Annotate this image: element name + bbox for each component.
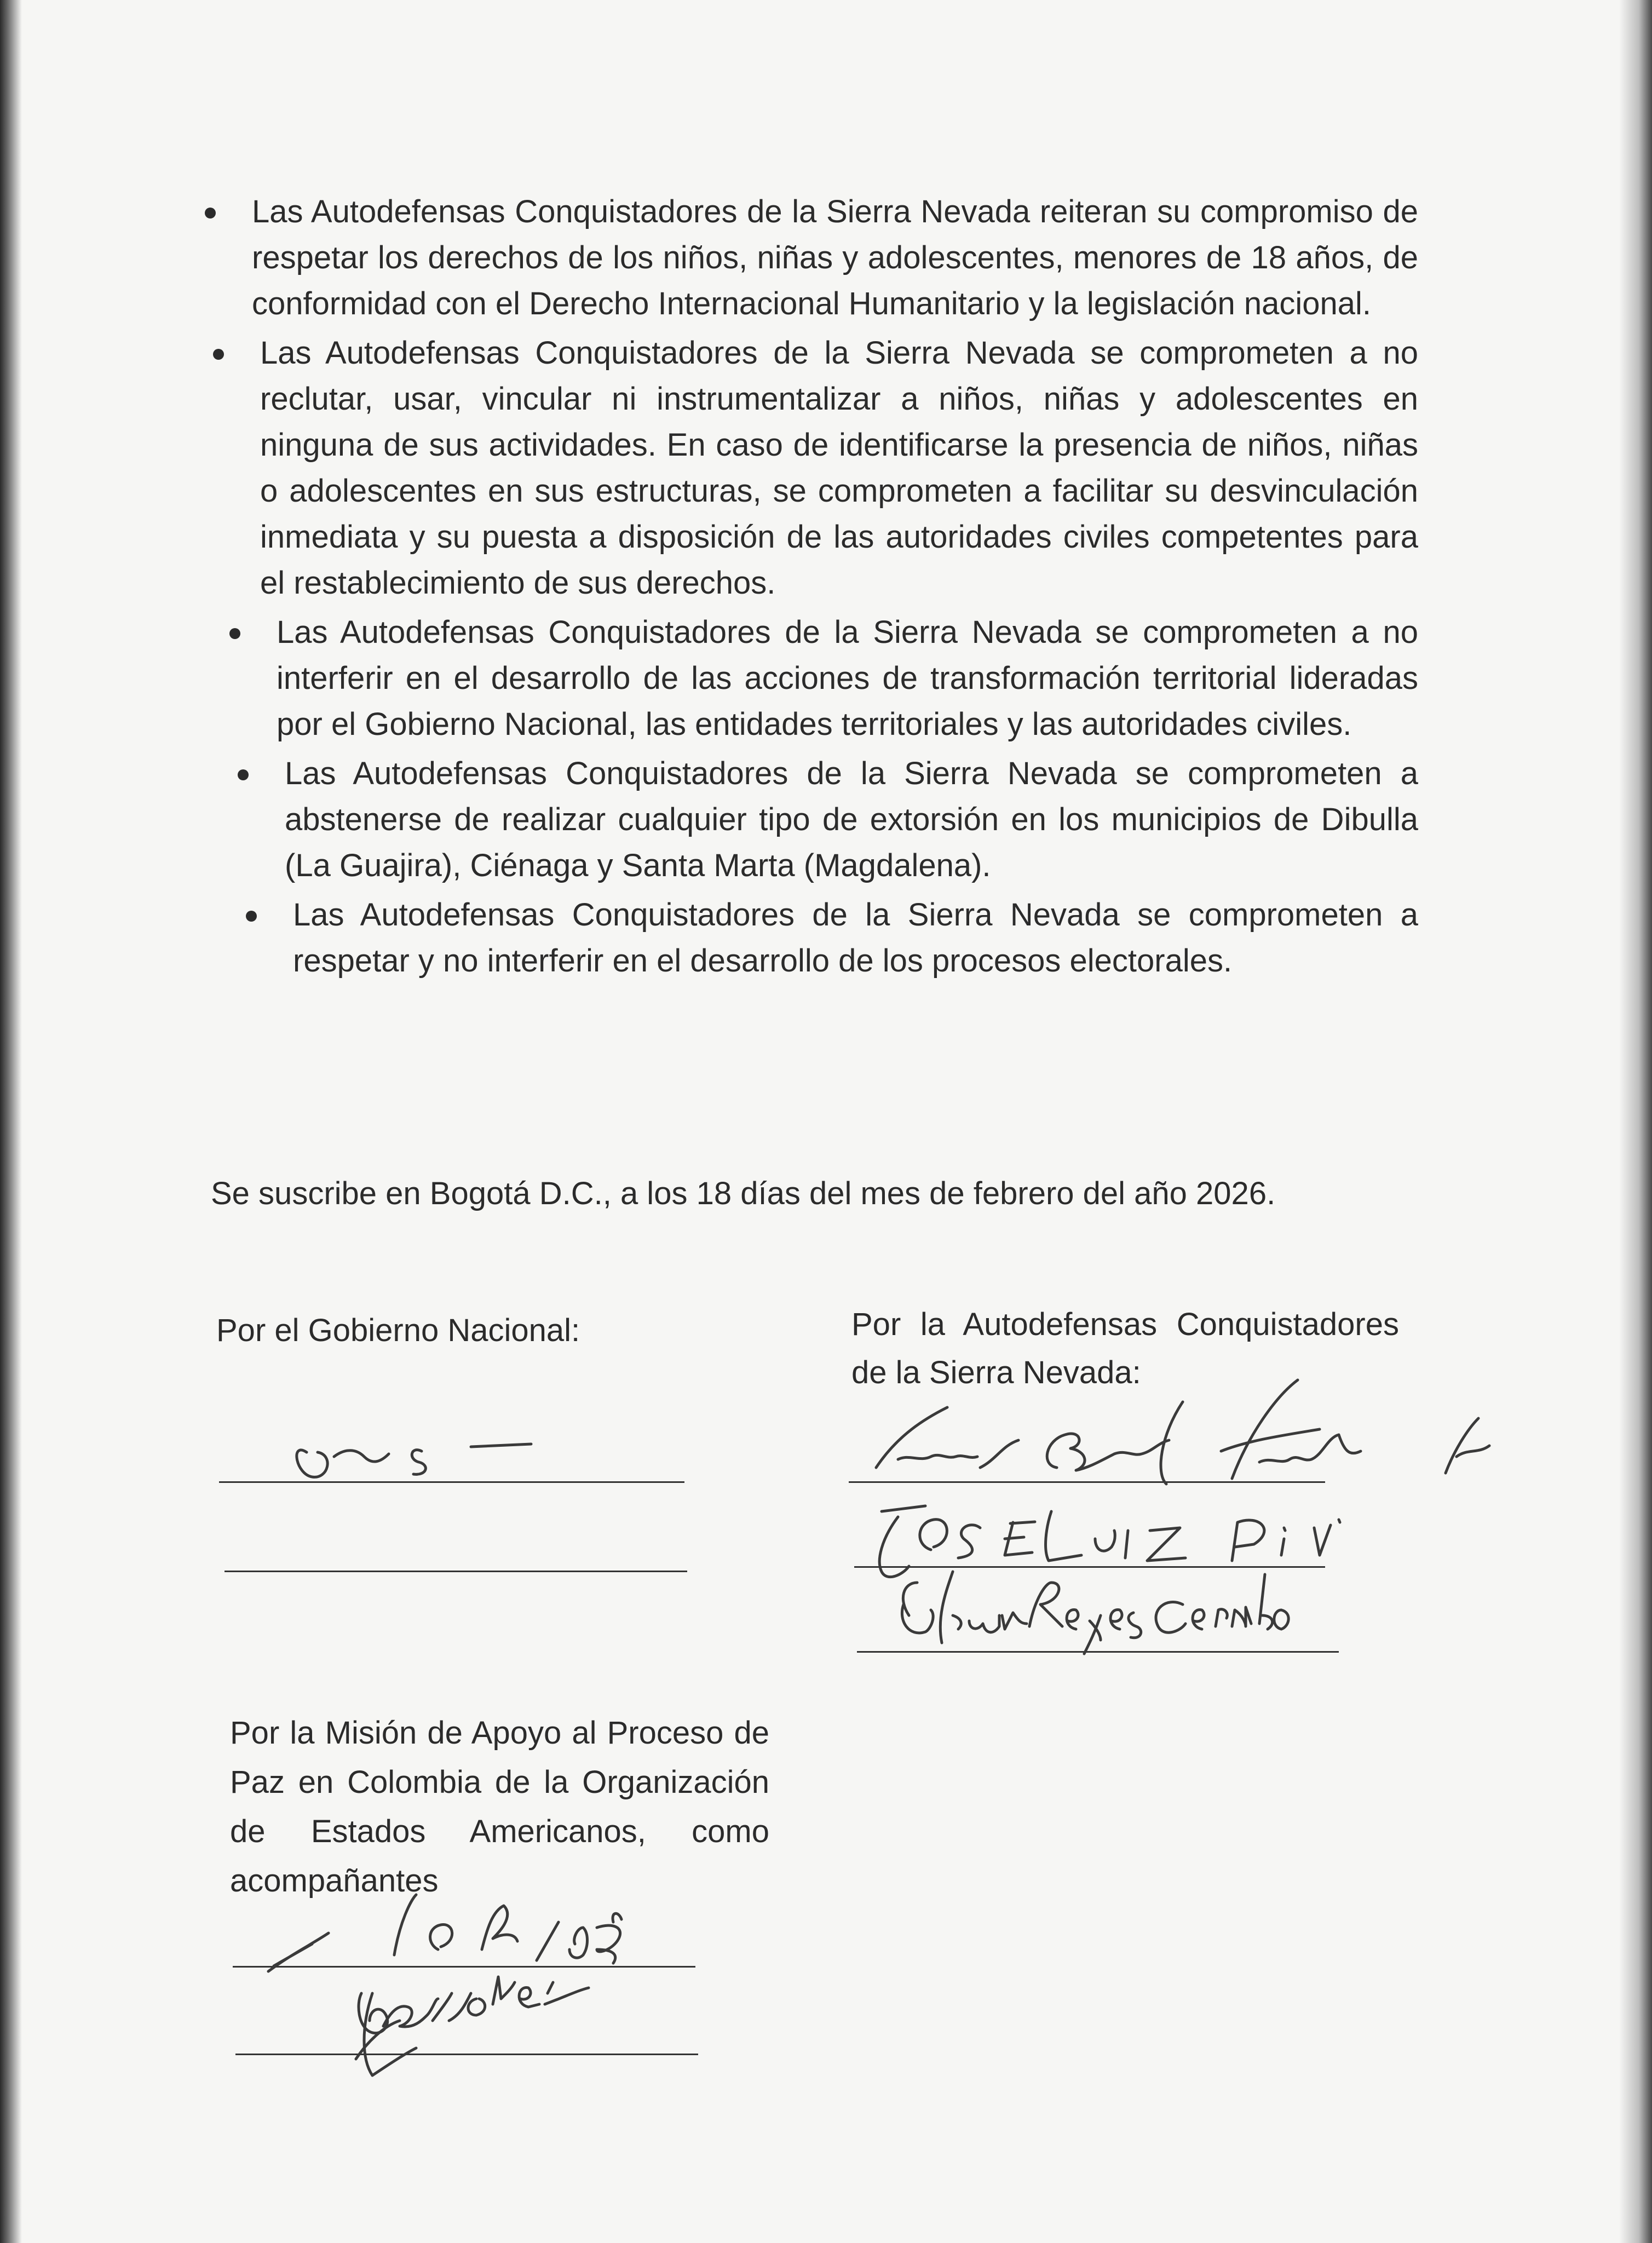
acsn-signature-2 [879, 1506, 1340, 1577]
closing-statement: Se suscribe en Bogotá D.C., a los 18 días del mes de febrero del año 2026. [211, 1176, 1276, 1211]
acsn-signature-1 [876, 1380, 1489, 1484]
commitment-text: Las Autodefensas Conquistadores de la Sierra Nevada se comprometen a no interferir en el desarrollo de las acciones de transformación territorial lideradas por el Gobierno Nacional, las entidades territoriales y las autoridades civiles. [277, 614, 1418, 742]
oea-signature-1 [268, 1895, 621, 1971]
commitment-text: Las Autodefensas Conquistadores de la Sierra Nevada se comprometen a no reclutar, usar, vincular ni instrumentalizar a niños, niñas y adolescentes en ninguna de sus actividades. En caso de identificarse la presencia de niños, niñas o adolescentes en sus estructuras, se comprometen a facilitar su desvinculación inmediata y su puesta a disposición de las autoridades civiles competentes para el restablecimiento de sus derechos. [260, 335, 1418, 601]
commitment-text: Las Autodefensas Conquistadores de la Sierra Nevada se comprometen a abstenerse de realizar cualquier tipo de extorsión en los municipios de Dibulla (La Guajira), Ciénaga y Santa Marta (Magdalena). [285, 756, 1418, 883]
gobierno-signatory-label: Por el Gobierno Nacional: [216, 1313, 580, 1348]
acsn-signatory-label: Por la Autodefensas Conquistadores de la Sierra Nevada: [851, 1307, 1399, 1390]
commitment-text: Las Autodefensas Conquistadores de la Sierra Nevada reiteran su compromiso de respetar los derechos de los niños, niñas y adolescentes, menores de 18 años, de conformidad con el Derecho Internacional Humanitario y la legislación nacional. [252, 194, 1418, 321]
commitment-text: Las Autodefensas Conquistadores de la Sierra Nevada se comprometen a respetar y no interferir en el desarrollo de los procesos electorales. [293, 897, 1418, 979]
gobierno-signature [297, 1444, 531, 1477]
oea-signature-2 [356, 1977, 589, 2075]
oea-signatory-label: Por la Misión de Apoyo al Proceso de Paz en Colombia de la Organización de Estados Americanos, como acompañantes [230, 1715, 769, 1899]
acsn-signature-3 [902, 1572, 1288, 1654]
